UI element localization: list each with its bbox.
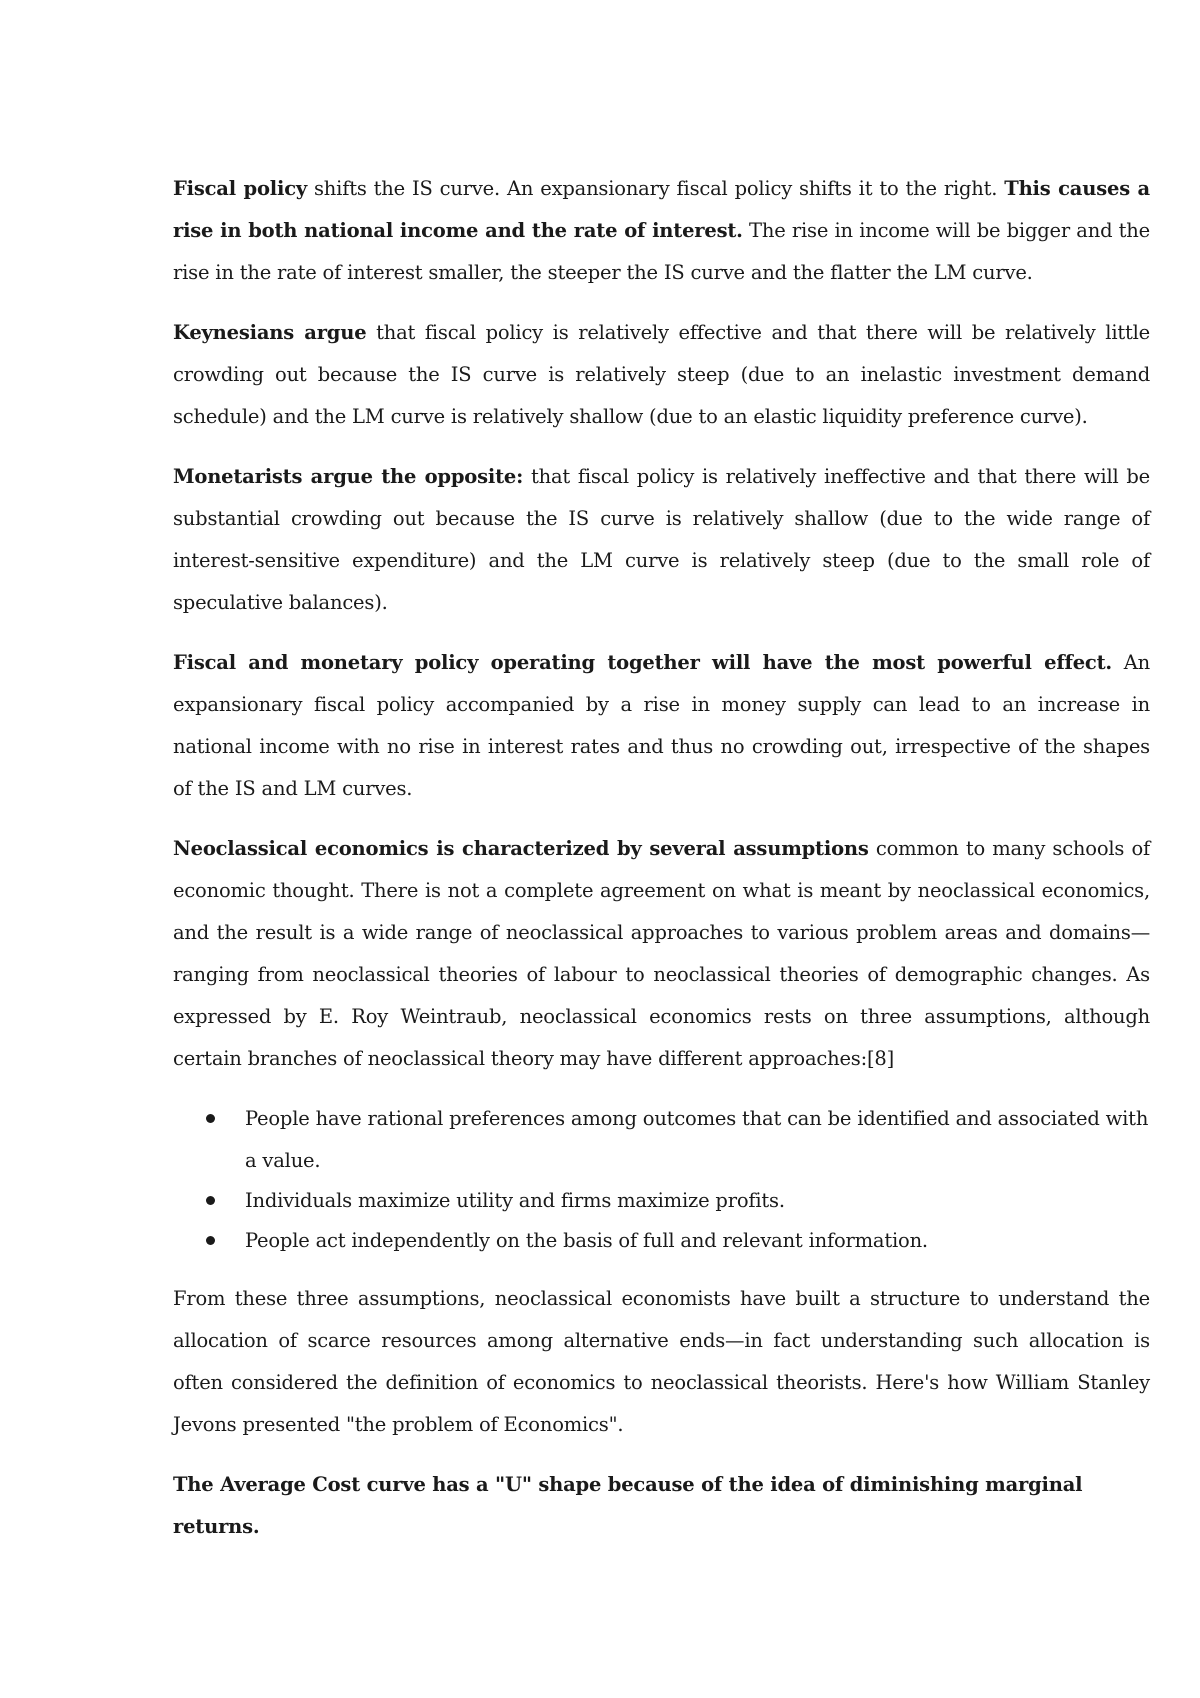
paragraph-monetarists <box>173 456 1150 624</box>
bold-phrase: Neoclassical economics is characterized by several assumptions <box>173 837 869 860</box>
bold-phrase: This causes a rise in both national income and the rate of interest. <box>173 177 1150 242</box>
document-page <box>173 168 1150 1566</box>
bold-phrase: Fiscal policy <box>173 177 307 200</box>
text-span: An expansionary fiscal policy accompanied by a rise in money supply can lead to an increase in national income with no rise in interest rates and thus no crowding out, irrespective of the shapes of the IS and LM curves. <box>173 651 1151 800</box>
text-span: that fiscal policy is relatively ineffective and that there will be substantial crowding out because the IS curve is relatively shallow (due to the wide range of interest-sensitive expenditure) and the LM curve is relatively steep (due to the small role of speculative balances). <box>173 465 1150 614</box>
paragraph-closing: From these three assumptions, neoclassical economists have built a structure to understand the allocation of scarce resources among alternative ends—in fact understanding such allocation is often considered the definition of economics to neoclassical theorists. Here's how William Stanley Jevons presented "the problem of Economics". <box>173 1287 1150 1436</box>
assumptions-list <box>173 1098 1150 1262</box>
list-item-text: Individuals maximize utility and firms maximize profits. <box>245 1189 785 1212</box>
bold-phrase: Fiscal and monetary policy operating together will have the most powerful effect. <box>173 651 1112 674</box>
bold-phrase: The Average Cost curve has a "U" shape because of the idea of diminishing marginal returns. <box>173 1473 1083 1538</box>
text-span: The rise in income will be bigger and the rise in the rate of interest smaller, the steeper the IS curve and the flatter the LM curve. <box>173 219 1150 284</box>
paragraph-neoclassical <box>173 828 1150 1080</box>
list-item <box>173 1098 1150 1182</box>
paragraph-fiscal-policy <box>173 168 1150 294</box>
list-item-text: People have rational preferences among outcomes that can be identified and associated with a value. <box>245 1107 1149 1172</box>
paragraph-fiscal-monetary <box>173 642 1150 810</box>
text-span: common to many schools of economic thought. There is not a complete agreement on what is meant by neoclassical economics, and the result is a wide range of neoclassical approaches to various problem areas and domains—ranging from neoclassical theories of labour to neoclassical theories of demographic changes. As expressed by E. Roy Weintraub, neoclassical economics rests on three assumptions, although certain branches of neoclassical theory may have different approaches:[8] <box>173 837 1150 1070</box>
paragraph-final-statement <box>173 1464 1150 1548</box>
bold-phrase: Keynesians argue <box>173 321 367 344</box>
bold-phrase: Monetarists argue the opposite: <box>173 465 524 488</box>
list-item <box>173 1180 1150 1222</box>
paragraph-keynesians <box>173 312 1150 438</box>
bullet-icon <box>206 1196 215 1205</box>
list-item-text: People act independently on the basis of full and relevant information. <box>245 1229 928 1252</box>
bullet-icon <box>206 1114 215 1123</box>
text-span: that fiscal policy is relatively effective and that there will be relatively little crowding out because the IS curve is relatively steep (due to an inelastic investment demand schedule) and the LM curve is relatively shallow (due to an elastic liquidity preference curve). <box>173 321 1151 428</box>
bullet-icon <box>206 1236 215 1245</box>
list-item <box>173 1220 1150 1262</box>
text-span: shifts the IS curve. An expansionary fiscal policy shifts it to the right. <box>307 177 1005 200</box>
